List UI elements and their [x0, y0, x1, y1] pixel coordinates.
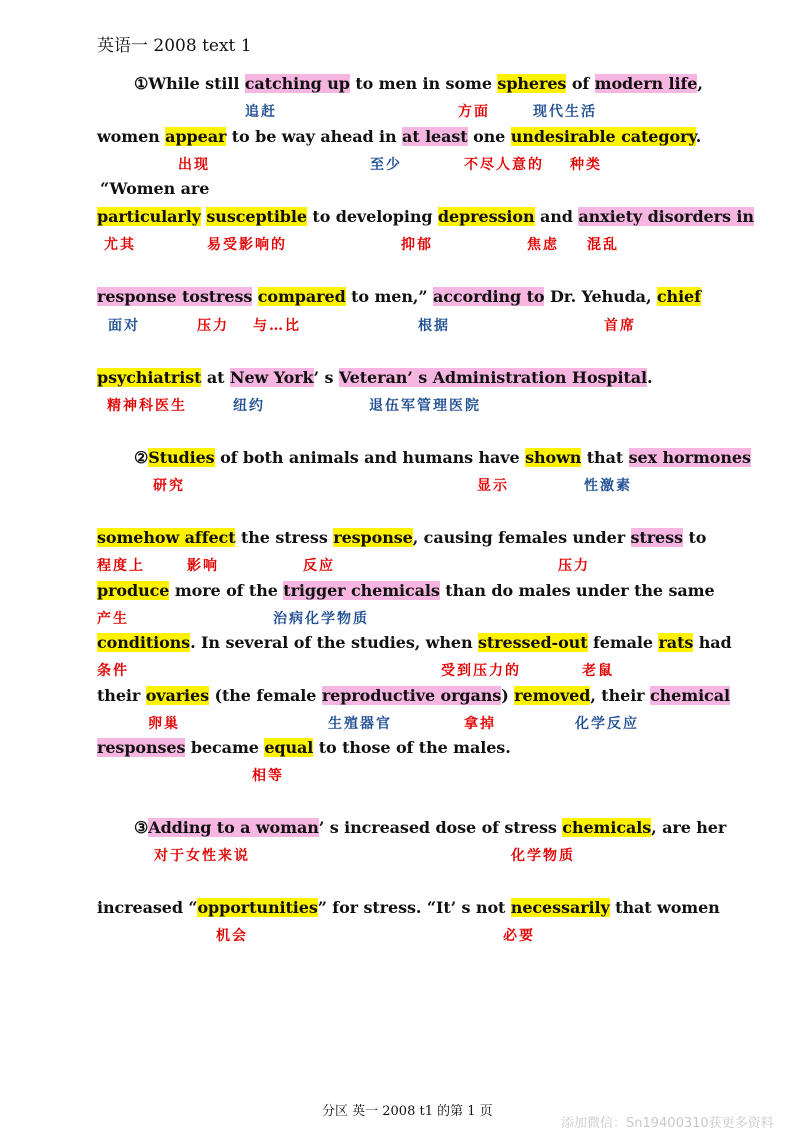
highlight: reproductive organs	[321, 686, 502, 705]
highlight: compared	[257, 287, 346, 306]
highlight: psychiatrist	[97, 368, 202, 387]
p1-line-2	[97, 126, 701, 148]
p3-line-2	[97, 897, 720, 919]
highlight: necessarily	[510, 898, 610, 917]
gloss: 治病化学物质	[273, 611, 369, 627]
highlight: stress	[630, 528, 683, 547]
text: While still	[148, 74, 245, 93]
gloss: 方面	[458, 104, 490, 120]
gloss: 反应	[303, 558, 335, 574]
text: to developing	[306, 207, 438, 226]
text: at	[201, 368, 230, 387]
text: .	[695, 127, 702, 146]
text: , are her	[651, 818, 727, 837]
gloss: 纽约	[233, 398, 265, 414]
para-number: ②	[134, 448, 149, 467]
gloss: 尤其	[104, 237, 136, 253]
text: .	[647, 368, 653, 387]
highlight: ovaries	[145, 686, 210, 705]
text: to be way ahead in	[226, 127, 403, 146]
text: and	[534, 207, 579, 226]
gloss: 产生	[97, 611, 129, 627]
highlight: responses	[97, 738, 186, 757]
gloss: 抑郁	[401, 237, 433, 253]
text: more of the	[169, 581, 284, 600]
gloss: 焦虑	[527, 237, 559, 253]
highlight: chemical	[649, 686, 730, 705]
gloss: 生殖器官	[328, 716, 392, 732]
gloss: 卵巢	[148, 716, 180, 732]
gloss: 研究	[153, 478, 185, 494]
highlight: Adding to a woman	[148, 818, 319, 837]
highlight: trigger chemicals	[283, 581, 440, 600]
highlight: shown	[525, 448, 582, 467]
gloss: 化学物质	[511, 848, 575, 864]
text: (the female	[209, 686, 322, 705]
highlight: stress	[199, 287, 253, 306]
highlight: response to	[97, 287, 200, 306]
p2-line-4	[97, 632, 732, 654]
highlight: New York	[229, 368, 314, 387]
text: . In several of the studies, when	[190, 633, 478, 652]
p1-line-6	[97, 367, 653, 389]
text: that	[581, 448, 629, 467]
highlight: anxiety disorders	[578, 207, 731, 226]
gloss: 显示	[477, 478, 509, 494]
text: female	[587, 633, 659, 652]
highlight: depression	[437, 207, 535, 226]
gloss: 追赶	[245, 104, 277, 120]
highlight: sex hormones	[628, 448, 751, 467]
text: to men,”	[345, 287, 428, 306]
gloss: 压力	[197, 318, 229, 334]
p1-line-5	[97, 286, 701, 308]
p2-line-2	[97, 527, 706, 549]
text: to men in some	[349, 74, 498, 93]
text: that women	[609, 898, 720, 917]
highlight: chemicals	[562, 818, 652, 837]
gloss: 种类	[570, 157, 602, 173]
highlight: stressed-out	[477, 633, 588, 652]
gloss: 易受影响的	[207, 237, 287, 253]
text: one	[467, 127, 511, 146]
text: , their	[590, 686, 650, 705]
gloss: 现代生活	[533, 104, 597, 120]
highlight: in	[730, 207, 754, 226]
gloss: 性激素	[584, 478, 632, 494]
p3-line-1	[134, 817, 726, 839]
p1-line-1	[134, 73, 703, 95]
highlight: at least	[402, 127, 468, 146]
highlight: Veteran’ s Administration Hospital	[338, 368, 648, 387]
gloss: 机会	[216, 928, 248, 944]
page-footer: 分区 英一 2008 t1 的第 1 页	[322, 1104, 493, 1119]
highlight: undesirable category	[510, 127, 696, 146]
gloss: 混乱	[587, 237, 619, 253]
highlight: according to	[432, 287, 545, 306]
text: than do males under the same	[439, 581, 715, 600]
text: ’ s	[313, 368, 339, 387]
highlight: appear	[165, 127, 227, 146]
gloss: 拿掉	[464, 716, 496, 732]
highlight: particularly	[97, 207, 201, 226]
highlight: susceptible	[206, 207, 307, 226]
text: ,	[697, 74, 703, 93]
highlight: spheres	[497, 74, 567, 93]
p1-line-3: “Women are	[100, 179, 210, 198]
gloss: 老鼠	[582, 663, 614, 679]
highlight: equal	[264, 738, 314, 757]
text: their	[97, 686, 146, 705]
text: ’ s increased dose of stress	[318, 818, 563, 837]
gloss: 至少	[370, 157, 402, 173]
highlight: response	[333, 528, 413, 547]
text: Dr. Yehuda,	[544, 287, 657, 306]
watermark: 添加微信：Sn19400310获更多资料	[561, 1116, 774, 1131]
gloss: 根据	[418, 318, 450, 334]
p2-line-6	[97, 737, 511, 759]
highlight: conditions	[97, 633, 191, 652]
para-number: ③	[134, 818, 149, 837]
gloss: 必要	[503, 928, 535, 944]
gloss: 条件	[97, 663, 129, 679]
text: to	[682, 528, 707, 547]
gloss: 化学反应	[575, 716, 639, 732]
text: )	[501, 686, 515, 705]
p2-line-3	[97, 580, 715, 602]
text: , causing females under	[412, 528, 631, 547]
gloss: 压力	[558, 558, 590, 574]
text: the stress	[235, 528, 334, 547]
text: became	[185, 738, 265, 757]
text: of	[566, 74, 595, 93]
p2-line-1	[134, 447, 751, 469]
gloss: 受到压力的	[441, 663, 521, 679]
highlight: produce	[97, 581, 170, 600]
gloss: 退伍军管理医院	[369, 398, 481, 414]
highlight: chief	[656, 287, 701, 306]
highlight: somehow affect	[97, 528, 236, 547]
text: to those of the males.	[313, 738, 511, 757]
text: women	[97, 127, 166, 146]
gloss: 相等	[252, 768, 284, 784]
highlight: rats	[658, 633, 694, 652]
gloss: 影响	[187, 558, 219, 574]
text: increased “	[97, 898, 198, 917]
gloss: 首席	[604, 318, 636, 334]
highlight: removed	[514, 686, 591, 705]
p1-line-4	[97, 206, 754, 228]
highlight: modern life	[594, 74, 698, 93]
highlight: opportunities	[197, 898, 318, 917]
gloss: 不尽人意的	[464, 157, 544, 173]
highlight: Studies	[148, 448, 215, 467]
page-title: 英语一 2008 text 1	[97, 36, 252, 56]
para-number: ①	[134, 74, 149, 93]
text: of both animals and humans have	[214, 448, 526, 467]
gloss: 精神科医生	[107, 398, 187, 414]
p2-line-5	[97, 685, 730, 707]
gloss: 程度上	[97, 558, 145, 574]
text: had	[693, 633, 732, 652]
gloss: 面对	[108, 318, 140, 334]
text: ” for stress. “It’ s not	[317, 898, 511, 917]
gloss: 出现	[178, 157, 210, 173]
gloss: 与…比	[253, 318, 301, 334]
gloss: 对于女性来说	[154, 848, 250, 864]
highlight: catching up	[244, 74, 350, 93]
